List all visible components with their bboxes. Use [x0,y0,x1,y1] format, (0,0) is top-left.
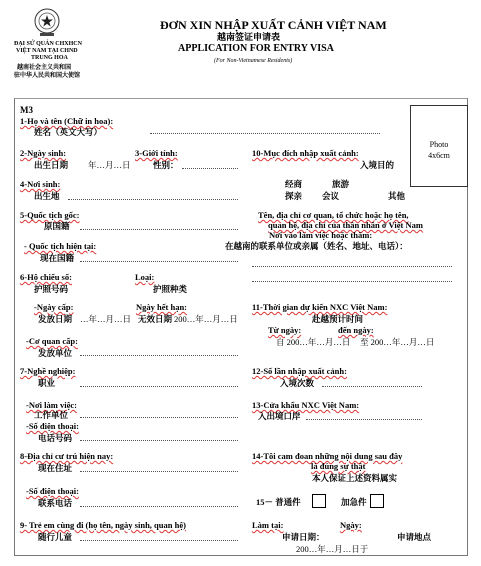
field-10-label: 10-Mục đích nhập xuất cảnh: [252,148,359,158]
subtitle: (For Non-Vietnamese Residents) [214,58,293,64]
photo-label: Photo [429,140,449,149]
field-5b-cn: 现在国籍 [40,253,75,263]
field-6-expire-cn: 无效日期 [138,314,173,324]
purpose-other: 其他 [388,191,406,201]
title-en: APPLICATION FOR ENTRY VISA [178,43,334,54]
field-2-cn: 出生日期 [34,160,69,170]
field-3-input[interactable] [182,168,238,169]
field-5-label: 5-Quốc tịch gốc: [20,210,80,220]
national-emblem-icon [30,7,64,37]
purpose-tourism: 旅游 [332,179,350,189]
field-14-cn: 本人保证上述资料属实 [312,473,398,483]
field-7-work-label: -Nơi làm việc: [26,400,77,410]
field-14-line-1: 14-Tôi cam đoan những nội dung sau đây [252,451,403,461]
title-vn: ĐƠN XIN NHẬP XUẤT CẢNH VIỆT NAM [160,18,387,32]
field-11-label: 11-Thời gian dự kiến NXC Việt Nam: [252,302,388,312]
field-15-urgent: 加急件 [341,497,367,507]
photo-size: 4x6cm [428,151,450,160]
field-7-work-cn: 工作单位 [34,410,69,420]
field-11-to-label: đến ngày: [338,325,374,335]
embassy-line-2: VIỆT NAM TẠI CHND [16,48,78,54]
field-3-label: 3-Giới tính: [135,148,178,158]
field-11-to-date: 至 200…年…月…日 [360,337,435,347]
field-7-phone-input[interactable] [80,440,238,441]
contact-input-1[interactable] [252,266,452,267]
field-8-phone-cn: 联系电话 [38,498,73,508]
field-15-normal: 15－ 普通件 [256,497,301,507]
sign-place-label: Làm tại: [252,520,284,530]
field-7-phone-cn: 电话号码 [38,433,73,443]
field-6-issue-date: …年…月…日 [80,314,132,324]
field-13-input[interactable] [306,419,422,420]
field-5-input[interactable] [80,229,238,230]
normal-checkbox[interactable] [312,494,326,508]
sign-date-label: Ngày: [340,520,362,530]
field-13-label: 13-Cửa khẩu NXC Việt Nam: [252,400,360,410]
purpose-conference: 会议 [322,191,340,201]
field-6-agency-input[interactable] [80,355,238,356]
field-6-issue-label: -Ngày cấp: [34,302,74,312]
field-6-label: 6-Hộ chiếu số: [20,272,72,282]
field-11-from-label: Từ ngày: [268,325,302,335]
field-1-label: 1-Họ và tên (Chữ in hoa): [20,116,114,126]
field-4-input[interactable] [68,199,238,200]
field-7-label: 7-Nghề nghiệp: [20,366,76,376]
contact-line-3: Nơi vào làm việc hoặc thăm: [269,230,373,240]
field-8-phone-label: -Số điện thoại: [26,486,79,496]
field-1-cn: 姓名（英文大写） [34,127,103,137]
field-12-input[interactable] [322,386,422,387]
field-7-phone-label: -Số điện thoại: [26,421,79,431]
purpose-business: 经商 [285,179,303,189]
field-9-label: 9- Trẻ em cùng đi (họ tên, ngày sinh, quan hệ) [20,520,186,530]
form-frame [14,98,468,556]
field-8-phone-input[interactable] [80,506,238,507]
contact-line-2: quan hệ, địa chỉ của thân nhân ở Việt Nam [268,220,423,230]
field-14-line-2: là đúng sự thật [311,461,366,471]
field-6-agency-label: -Cơ quan cấp: [26,336,78,346]
field-6-cn: 护照号码 [34,284,69,294]
field-7-work-input[interactable] [80,417,238,418]
field-7-cn: 职业 [38,378,56,388]
field-5b-label: - Quốc tịch hiện tại: [24,241,97,251]
field-6-issue-cn: 发放日期 [38,314,73,324]
field-6-expire-label: Ngày hết hạn: [136,302,188,312]
embassy-line-3: TRUNG HOA [31,55,68,61]
embassy-line-1: ĐẠI SỨ QUÁN CHXHCN [14,41,82,47]
field-10-cn: 入境目的 [360,160,395,170]
field-5-cn: 原国籍 [44,221,70,231]
field-6-agency-cn: 发放单位 [38,348,73,358]
sign-date-value: 200…年…月…日于 [296,544,369,554]
field-7-input[interactable] [80,386,238,387]
sign-date-cn: 申请日期： [282,532,325,542]
contact-cn: 在越南的联系单位或亲属（姓名、地址、电话）： [225,241,408,251]
embassy-cn-line-2: 驻中华人民共和国大使馆 [14,73,81,79]
title-cn: 越南签证申请表 [217,32,281,42]
embassy-cn-line-1: 越南社会主义共和国 [17,65,72,71]
form-code: M3 [20,105,33,115]
field-13-cn: 入出境口岸 [258,411,301,421]
field-5b-input[interactable] [80,261,238,262]
field-4-cn: 出生地 [34,191,60,201]
photo-box [410,105,468,187]
field-9-input[interactable] [80,540,238,541]
urgent-checkbox[interactable] [370,494,384,508]
field-11-cn: 赴越预计时间 [312,314,364,324]
field-4-label: 4-Nơi sinh: [20,179,61,189]
field-6-type-label: Loại: [135,272,155,282]
field-12-label: 12-Số lần nhập xuất cảnh: [252,366,347,376]
field-8-cn: 现在住址 [38,463,73,473]
field-6-type-cn: 护照种类 [153,284,188,294]
contact-line-1: Tên, địa chỉ cơ quan, tổ chức hoặc họ tên, [258,210,409,220]
field-11-from-date: 自 200…年…月…日 [276,337,351,347]
field-6-expire-date: 200…年…月…日 [174,314,238,324]
purpose-visit-relatives: 探亲 [285,191,303,201]
field-2-label: 2-Ngày sinh: [20,148,67,158]
sign-applicant-cn: 申请地点 [397,532,432,542]
field-12-cn: 入境次数 [280,378,315,388]
field-8-label: 8-Địa chỉ cư trú hiện nay: [20,451,114,461]
field-8-input[interactable] [80,471,238,472]
field-3-cn: 性别： [153,160,179,170]
field-9-cn: 随行儿童 [38,532,73,542]
contact-input-2[interactable] [252,281,452,282]
field-1-input[interactable] [150,133,380,134]
field-2-date: 年…月…日 [88,160,131,170]
